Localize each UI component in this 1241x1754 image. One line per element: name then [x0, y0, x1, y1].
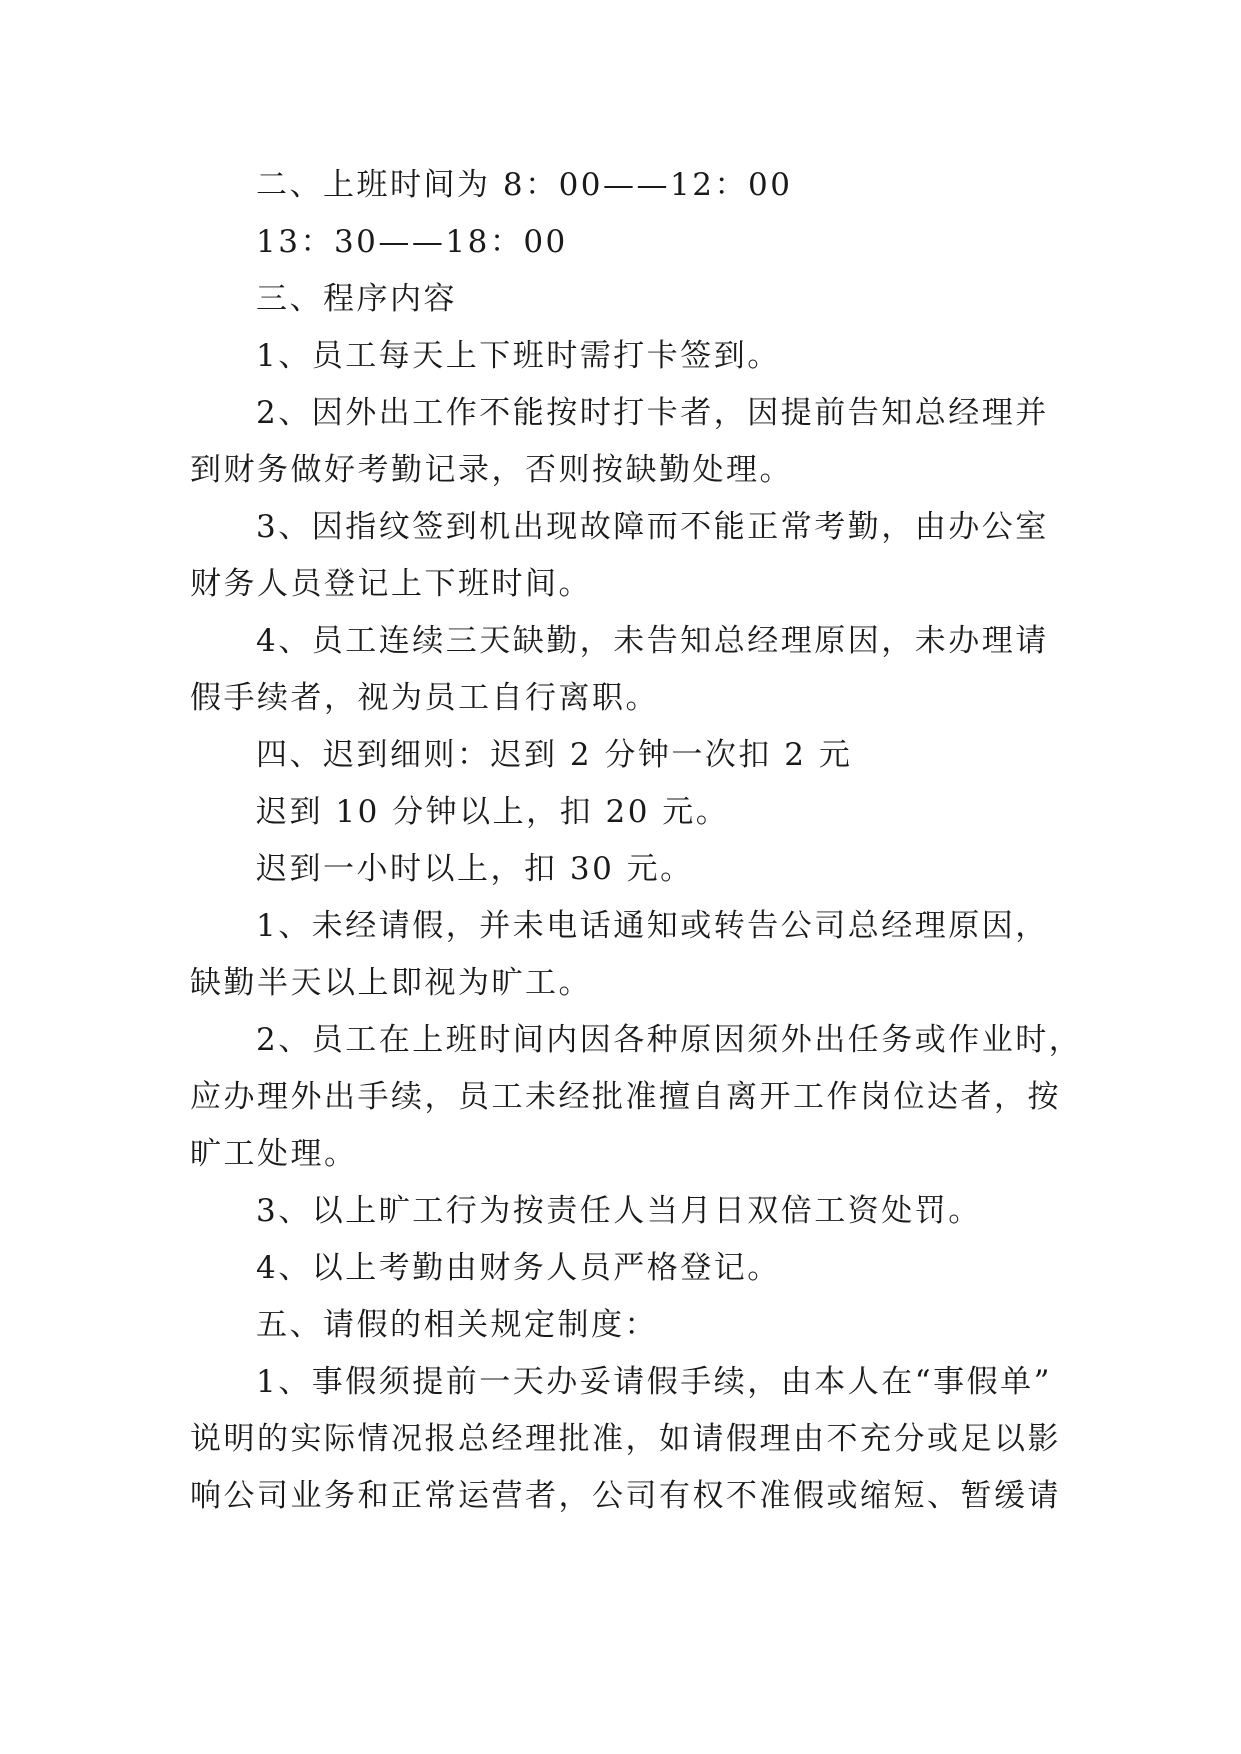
text-line-14: 1、未经请假，并未电话通知或转告公司总经理原因，: [256, 908, 1049, 944]
text-line-16: 2、员工在上班时间内因各种原因须外出任务或作业时，: [256, 1022, 1083, 1058]
text-line-15: 缺勤半天以上即视为旷工。: [190, 965, 592, 1001]
text-line-10: 假手续者，视为员工自行离职。: [190, 680, 659, 716]
text-line-8: 财务人员登记上下班时间。: [190, 566, 592, 602]
text-line-21: 五、请假的相关规定制度：: [256, 1307, 658, 1343]
text-line-20: 4、以上考勤由财务人员严格登记。: [256, 1250, 781, 1286]
text-line-22: 1、事假须提前一天办妥请假手续，由本人在“事假单”: [256, 1364, 1052, 1400]
text-line-5: 2、因外出工作不能按时打卡者，因提前告知总经理并: [256, 395, 1049, 431]
text-line-23: 说明的实际情况报总经理批准，如请假理由不充分或足以影: [190, 1421, 1061, 1457]
text-line-4: 1、员工每天上下班时需打卡签到。: [256, 338, 781, 374]
text-line-19: 3、以上旷工行为按责任人当月日双倍工资处罚。: [256, 1193, 982, 1229]
text-line-13: 迟到一小时以上，扣 30 元。: [256, 851, 694, 887]
text-line-12: 迟到 10 分钟以上，扣 20 元。: [256, 794, 730, 830]
text-line-11: 四、迟到细则：迟到 2 分钟一次扣 2 元: [256, 737, 853, 773]
text-line-17: 应办理外出手续，员工未经批准擅自离开工作岗位达者，按: [190, 1079, 1061, 1115]
text-line-9: 4、员工连续三天缺勤，未告知总经理原因，未办理请: [256, 623, 1049, 659]
text-line-24: 响公司业务和正常运营者，公司有权不准假或缩短、暂缓请: [190, 1478, 1061, 1514]
text-line-7: 3、因指纹签到机出现故障而不能正常考勤，由办公室: [256, 509, 1049, 545]
text-line-3: 三、程序内容: [256, 281, 457, 317]
text-line-6: 到财务做好考勤记录，否则按缺勤处理。: [190, 452, 793, 488]
text-line-18: 旷工处理。: [190, 1136, 358, 1172]
text-line-2: 13：30——18：00: [256, 224, 568, 260]
text-line-1: 二、上班时间为 8：00——12：00: [256, 167, 793, 203]
